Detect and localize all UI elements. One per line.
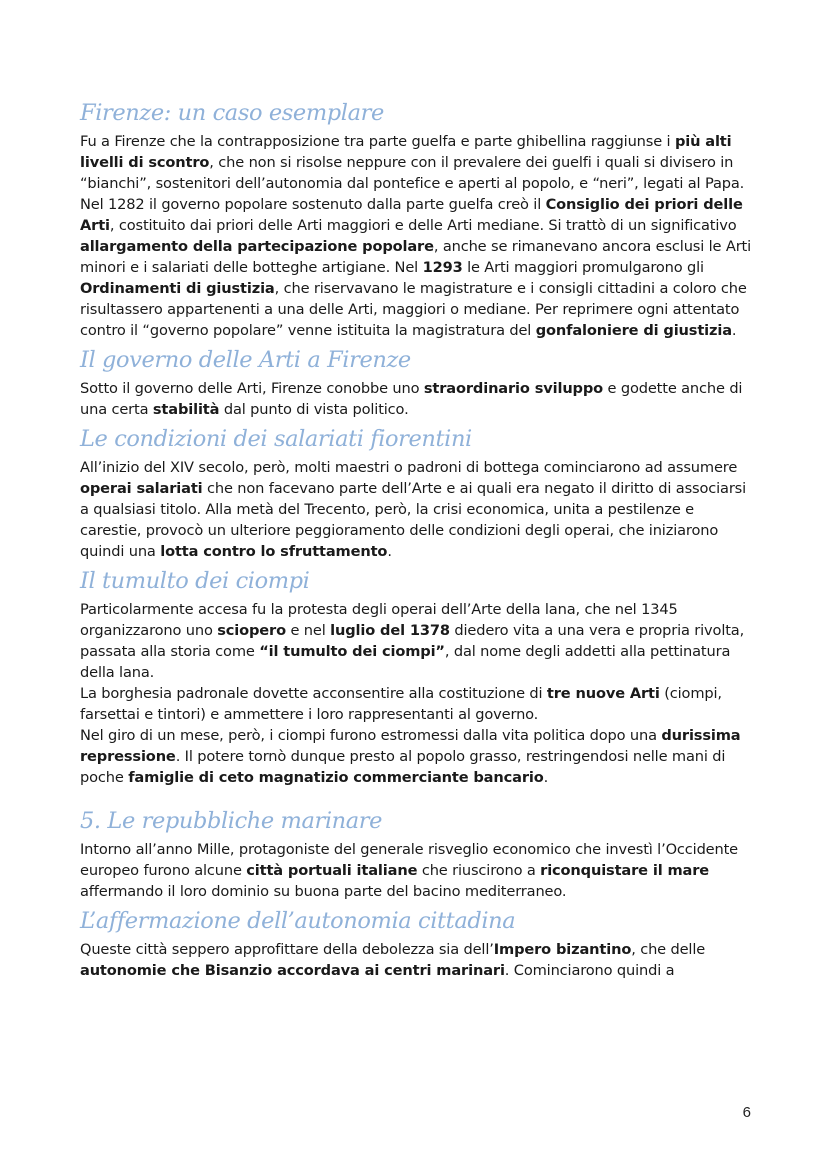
paragraph: Queste città seppero approfittare della debolezza sia dell’Impero bizantino, che delle autonomie che Bisanzio accordava ai centri marinari. Cominciarono quindi a [80,941,706,979]
bold-phrase: luglio del 1378 [330,622,450,639]
section-firenze-caso-esemplare [80,98,756,341]
bold-phrase: riconquistare il mare [540,862,710,879]
bold-phrase: straordinario sviluppo [423,380,604,397]
paragraph: Particolarmente accesa fu la protesta degli operai dell’Arte della lana, che nel 1345 organizzarono uno sciopero e nel luglio del 1378 diedero vita a una vera e propria rivolta, passata alla storia come “il tumulto dei ciompi”, dal nome degli addetti alla pettinatura della lana. [80,601,745,681]
section-heading-numbered: 5. Le repubbliche marinare [80,808,383,834]
bold-phrase: operai salariati [80,480,203,497]
paragraph: Sotto il governo delle Arti, Firenze conobbe uno straordinario sviluppo e godette anche di una certa stabilità dal punto di vista politico. [80,380,743,418]
section-condizioni-salariati [80,424,756,562]
paragraph: All’inizio del XIV secolo, però, molti maestri o padroni di bottega cominciarono ad assumere operai salariati che non facevano parte dell’Arte e ai quali era negato il diritto di associarsi a qualsiasi titolo. Alla metà del Trecento, però, la crisi economica, unita a pestilenze e carestie, provocò un ulteriore peggioramento delle condizioni degli operai, che iniziarono quindi una lotta contro lo sfruttamento. [80,459,747,560]
bold-phrase: famiglie di ceto magnatizio commerciante bancario [128,769,544,786]
section-heading: Le condizioni dei salariati fiorentini [80,426,472,452]
bold-phrase: durissima repressione [80,727,741,765]
bold-phrase: città portuali italiane [246,862,418,879]
page-content [80,98,756,981]
section-heading: L’affermazione dell’autonomia cittadina [80,908,516,934]
section-tumulto-ciompi [80,566,756,788]
section-heading: Il governo delle Arti a Firenze [80,347,411,373]
section-repubbliche-marinare [80,806,756,902]
paragraph: Intorno all’anno Mille, protagoniste del generale risveglio economico che investì l’Occidente europeo furono alcune città portuali italiane che riuscirono a riconquistare il mare affermando il loro dominio su buona parte del bacino mediterraneo. [80,841,739,900]
page-number: 6 [742,1104,751,1121]
paragraph: Nel giro di un mese, però, i ciompi furono estromessi dalla vita politica dopo una durissima repressione. Il potere tornò dunque presto al popolo grasso, restringendosi nelle mani di poche famiglie di ceto magnatizio commerciante bancario. [80,727,741,786]
bold-phrase: Impero bizantino [493,941,632,958]
bold-phrase: Consiglio dei priori delle Arti [80,196,743,234]
bold-phrase: allargamento della partecipazione popolare [80,238,434,255]
bold-phrase: stabilità [152,401,220,418]
paragraph: Nel 1282 il governo popolare sostenuto dalla parte guelfa creò il Consiglio dei priori delle Arti, costituito dai priori delle Arti maggiori e delle Arti mediane. Si trattò di un significativo allargamento della partecipazione popolare, anche se rimanevano ancora esclusi le Arti minori e i salariati delle botteghe artigiane. Nel 1293 le Arti maggiori promulgarono gli Ordinamenti di giustizia, che riservavano le magistrature e i consigli cittadini a coloro che risultassero appartenenti a una delle Arti, maggiori o mediane. Per reprimere ogni attentato contro il “governo popolare” venne istituita la magistratura del gonfaloniere di giustizia. [80,196,752,339]
bold-phrase: 1293 [422,259,463,276]
paragraph: La borghesia padronale dovette acconsentire alla costituzione di tre nuove Arti (ciompi, farsettai e tintori) e ammettere i loro rappresentanti al governo. [80,685,722,723]
section-autonomia-cittadina [80,906,756,981]
bold-phrase: “il tumulto dei ciompi” [259,643,445,660]
section-heading: Firenze: un caso esemplare [80,100,384,126]
bold-phrase: più alti livelli di scontro [80,133,732,171]
bold-phrase: autonomie che Bisanzio accordava ai centri marinari [80,962,505,979]
bold-phrase: Ordinamenti di giustizia [80,280,275,297]
section-governo-arti [80,345,756,420]
section-heading: Il tumulto dei ciompi [80,568,310,594]
bold-phrase: lotta contro lo sfruttamento [160,543,388,560]
bold-phrase: gonfaloniere di giustizia [535,322,732,339]
paragraph: Fu a Firenze che la contrapposizione tra parte guelfa e parte ghibellina raggiunse i più alti livelli di scontro, che non si risolse neppure con il prevalere dei guelfi i quali si divisero in “bianchi”, sostenitori dell’autonomia dal pontefice e aperti al popolo, e “neri”, legati al Papa. [80,133,745,192]
bold-phrase: sciopero [217,622,286,639]
bold-phrase: tre nuove Arti [546,685,660,702]
